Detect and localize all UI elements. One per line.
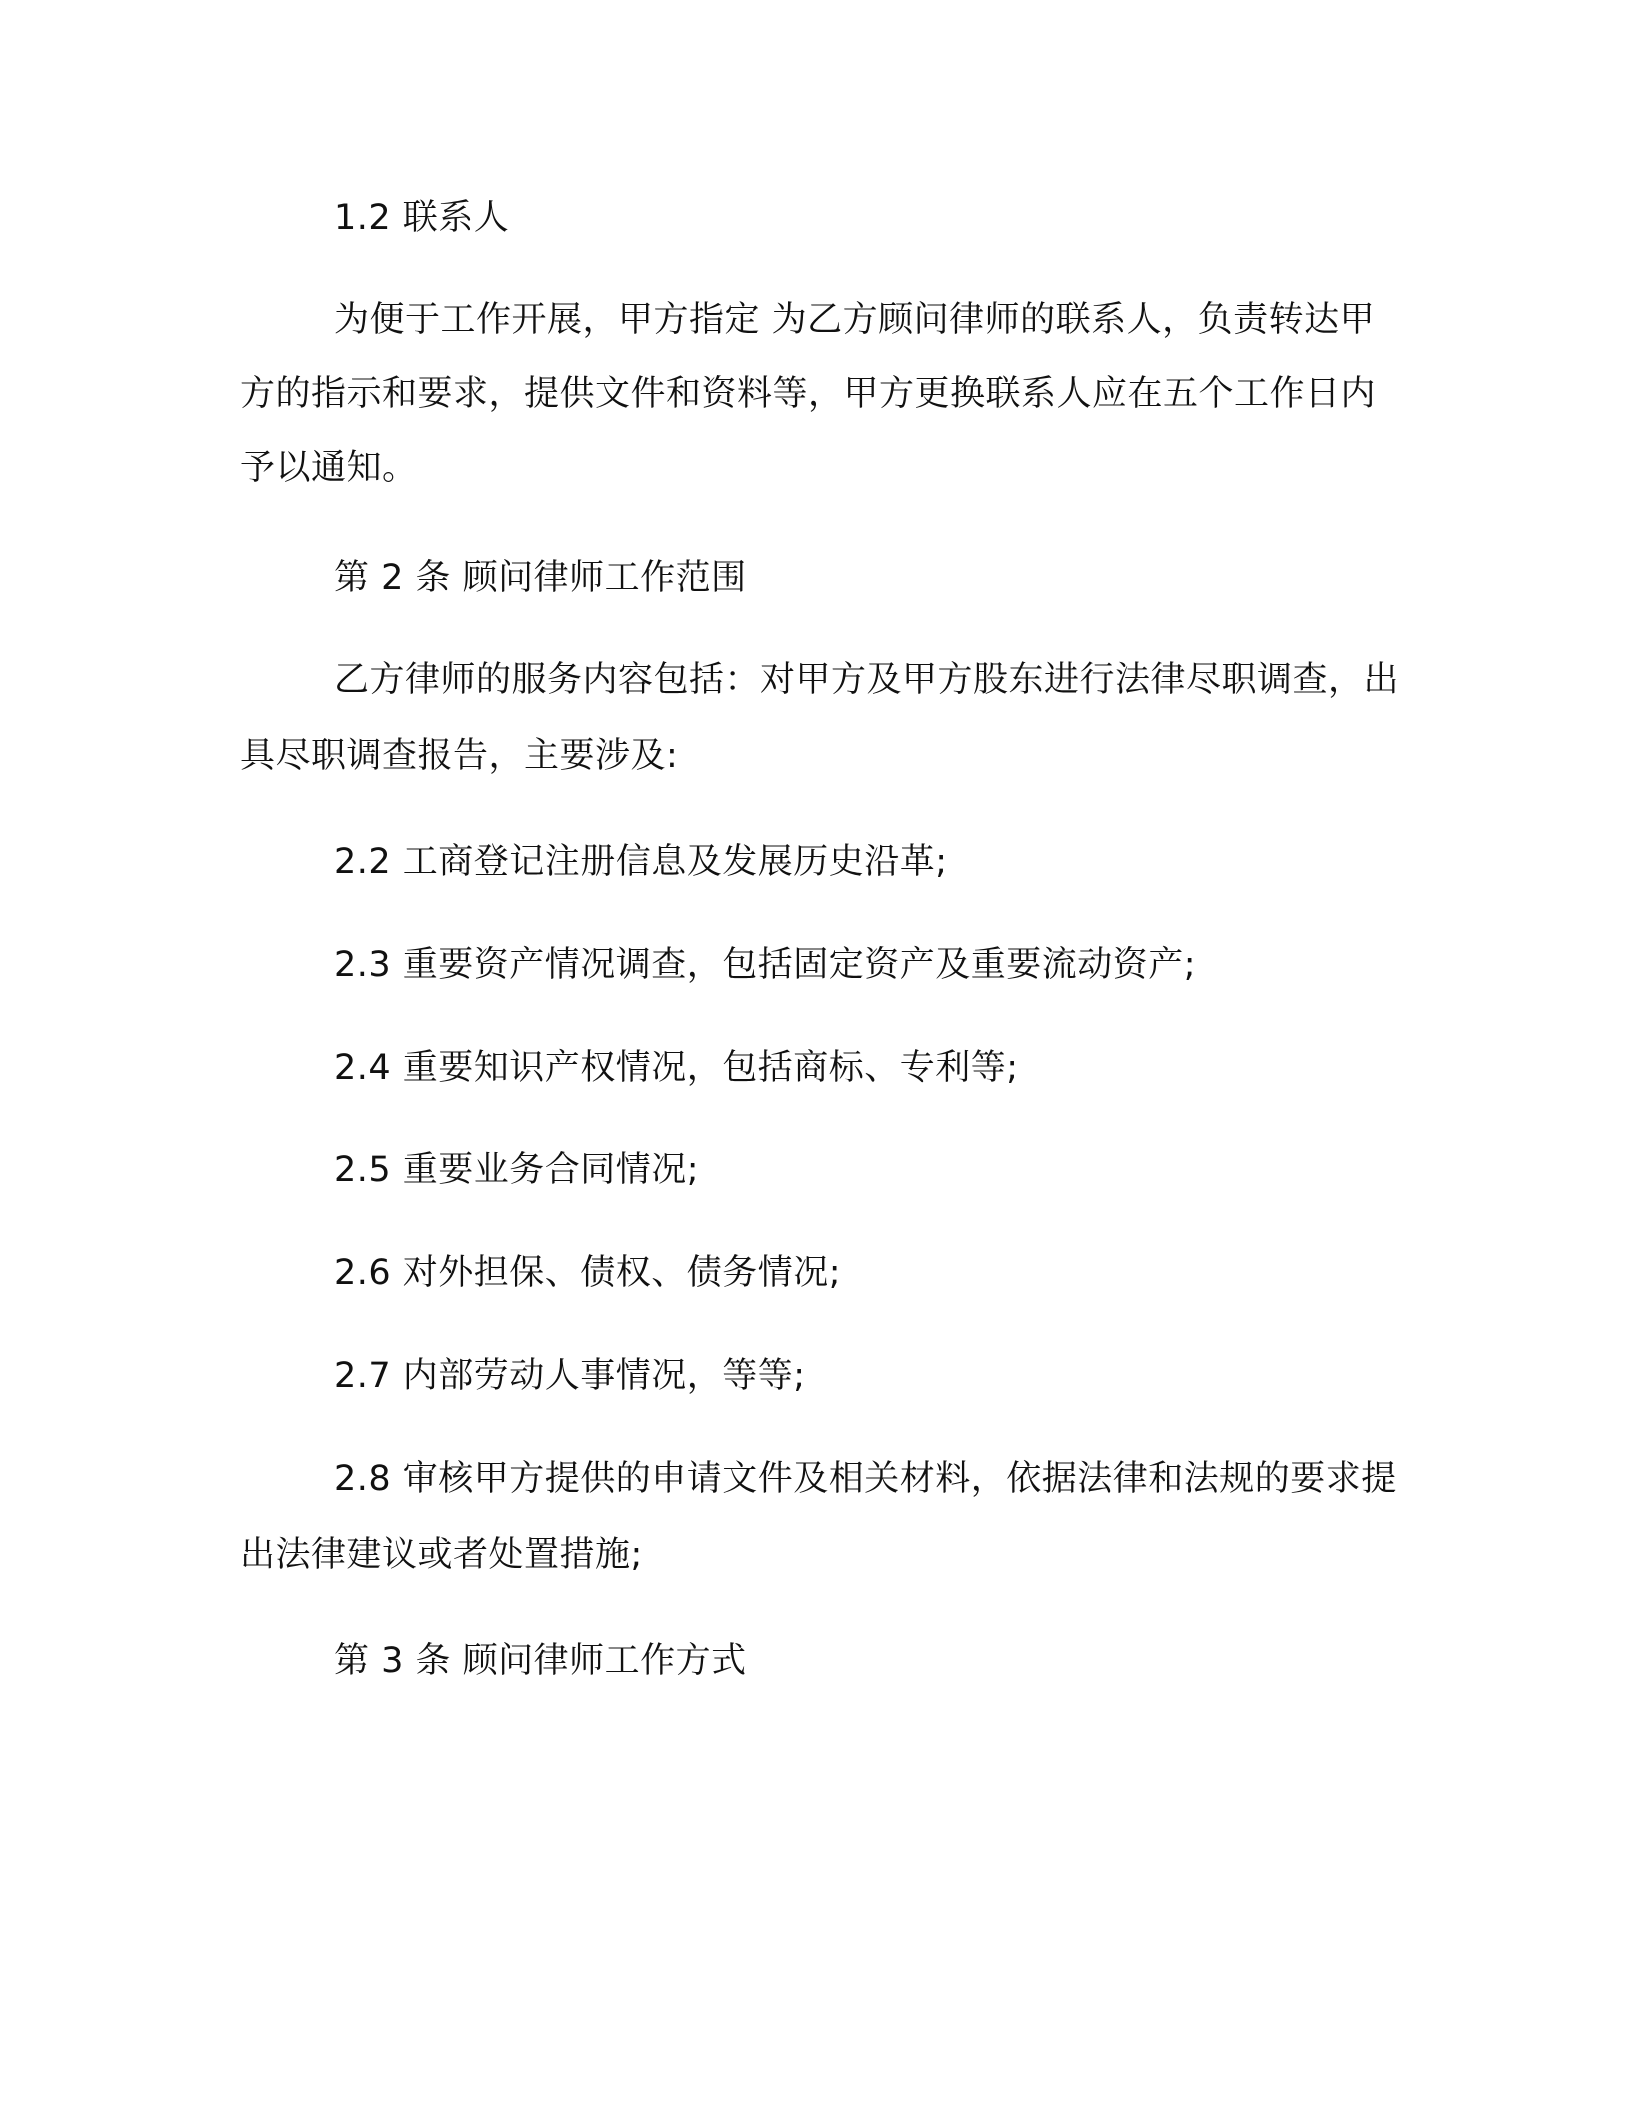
list-item: 2.8 审核甲方提供的申请文件及相关材料，依据法律和法规的要求提出法律建议或者处置措施;: [240, 1459, 1397, 1575]
section-1-2-body: 为便于工作开展，甲方指定 为乙方顾问律师的联系人，负责转达甲方的指示和要求，提供文件和资料等，甲方更换联系人应在五个工作日内予以通知。: [240, 300, 1377, 488]
list-item: 2.5 重要业务合同情况;: [334, 1150, 700, 1190]
article-2-title: 第 2 条 顾问律师工作范围: [334, 558, 747, 598]
list-item: 2.6 对外担保、债权、债务情况;: [334, 1253, 842, 1293]
article-2-intro: 乙方律师的服务内容包括：对甲方及甲方股东进行法律尽职调查，出具尽职调查报告，主要涉及:: [240, 660, 1400, 776]
list-item: 2.2 工商登记注册信息及发展历史沿革;: [334, 842, 948, 882]
article-3-title: 第 3 条 顾问律师工作方式: [334, 1641, 747, 1681]
section-1-2-title: 1.2 联系人: [334, 198, 510, 238]
list-item: 2.7 内部劳动人事情况，等等;: [334, 1356, 806, 1396]
list-item: 2.3 重要资产情况调查，包括固定资产及重要流动资产;: [334, 945, 1197, 985]
list-item: 2.4 重要知识产权情况，包括商标、专利等;: [334, 1048, 1019, 1088]
